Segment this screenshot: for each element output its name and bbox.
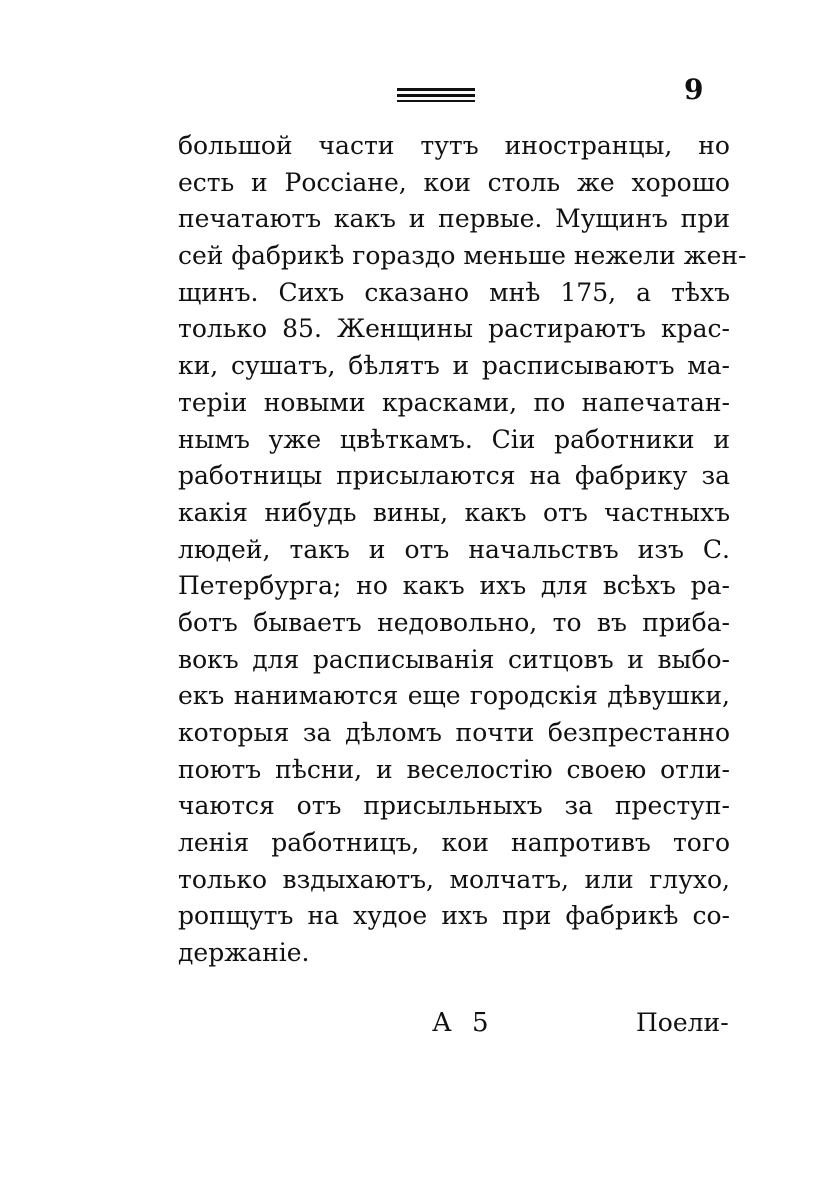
catchword: Поели-: [636, 1008, 729, 1037]
text-line: вокъ для расписыванія ситцовъ и выбо-: [178, 644, 730, 674]
text-line: есть и Россіане, кои столь же хорошо: [178, 167, 730, 197]
text-line: людей, такъ и отъ начальствъ изъ С.: [178, 534, 730, 564]
text-line: екъ нанимаются еще городскія дѣвушки,: [178, 681, 730, 711]
text-line: печатаютъ какъ и первые. Мущинъ при: [178, 204, 730, 234]
text-line: держаніе.: [178, 938, 310, 968]
text-line: большой части тутъ иностранцы, но: [178, 131, 730, 160]
page-number: 9: [684, 73, 704, 106]
body-text: [178, 128, 747, 972]
text-line: чаются отъ присыльныхъ за преступ-: [178, 791, 730, 821]
text-line: работницы присылаются на фабрику за: [178, 461, 730, 491]
header-ornament-rule: [397, 88, 475, 102]
signature-mark: А 5: [432, 1008, 495, 1038]
text-line: ки, сушатъ, бѣлятъ и расписываютъ ма-: [178, 351, 730, 381]
text-line: щинъ. Сихъ сказано мнѣ 175, а тѣхъ: [178, 277, 730, 307]
text-line: сей фабрикѣ гораздо меньше нежели жен-: [178, 241, 747, 271]
text-line: которыя за дѣломъ почти безпрестанно: [178, 718, 730, 747]
text-line: какія нибудь вины, какъ отъ частныхъ: [178, 497, 730, 527]
text-line: ропщутъ на худое ихъ при фабрикѣ со-: [178, 901, 730, 931]
text-line: ленія работницъ, кои напротивъ того: [178, 828, 730, 858]
text-line: ботъ бываетъ недовольно, то въ прибa-: [178, 607, 730, 637]
text-line: только 85. Женщины растираютъ крас-: [178, 314, 730, 344]
text-line: поютъ пѣсни, и веселостію своею отли-: [178, 754, 730, 784]
text-line: теріи новыми красками, по напечатан-: [178, 387, 730, 417]
text-line: Петербурга; но какъ ихъ для всѣхъ ра-: [178, 571, 730, 601]
text-line: только вздыхаютъ, молчатъ, или глухо,: [178, 864, 730, 894]
text-line: нымъ уже цвѣткамъ. Сіи работники и: [178, 424, 730, 454]
